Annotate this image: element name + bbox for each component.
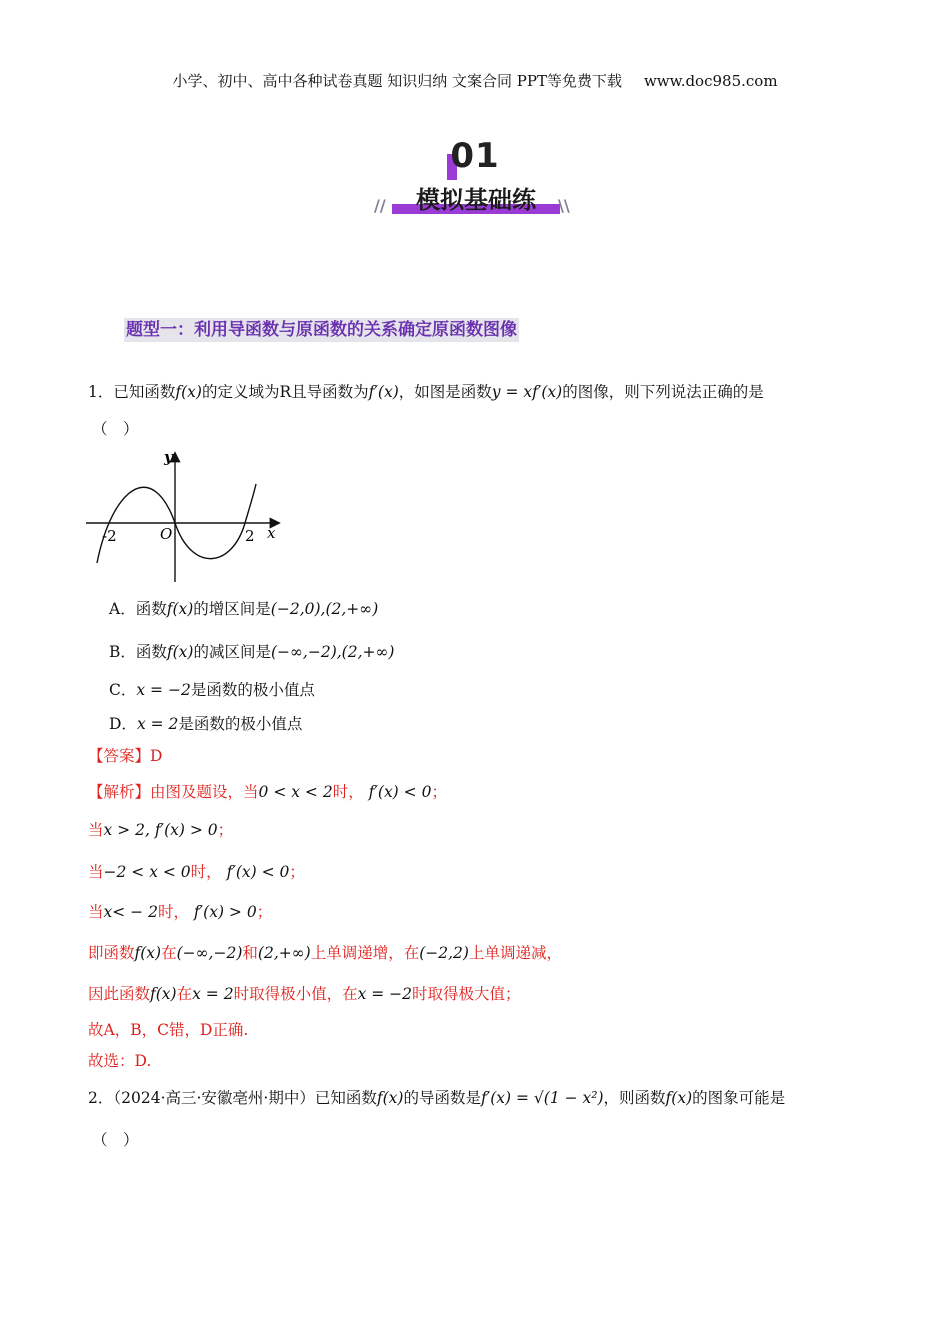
- a6-text-d: 时取得极大值；: [412, 985, 521, 1003]
- a5-math2: (−∞,−2): [176, 944, 243, 962]
- a1-text-c: ；: [431, 783, 447, 801]
- header-tagline: 小学、初中、高中各种试卷真题 知识归纳 文案合同 PPT等免费下载: [172, 72, 622, 90]
- q1-graph: [82, 448, 292, 588]
- opt-d-text: 是函数的极小值点: [178, 715, 303, 733]
- a4-text-a: 当: [88, 903, 104, 921]
- q2-math-fx2: f(x): [665, 1089, 693, 1107]
- q1-analysis-line-4: [88, 901, 272, 923]
- logo-title-band: [392, 188, 560, 214]
- a6-math3: x = −2: [357, 985, 413, 1003]
- q1-option-d[interactable]: [109, 713, 302, 735]
- opt-a-label: A．函数: [109, 600, 167, 618]
- a1-math2: f′(x) < 0: [368, 783, 432, 801]
- q2-blank: （ ）: [92, 1131, 139, 1149]
- q1-option-c[interactable]: [109, 679, 315, 701]
- a1-text-b: 时，: [332, 783, 364, 801]
- opt-a-interval: (−2,0),(2,+∞): [270, 600, 379, 618]
- q1-number: 1．: [88, 383, 114, 401]
- a5-math1: f(x): [134, 944, 162, 962]
- section-number-text: 01: [450, 136, 500, 176]
- q2-text-b: 的导函数是: [403, 1089, 481, 1107]
- a3-text-b: 时，: [190, 863, 222, 881]
- a6-text-c: 时取得极小值，在: [233, 985, 358, 1003]
- a5-math3: (2,+∞): [257, 944, 311, 962]
- q1-analysis-line-2: [88, 819, 233, 841]
- q1-analysis-line-6: [88, 983, 521, 1005]
- a3-text-a: 当: [88, 863, 104, 881]
- a4-text-b: 时，: [157, 903, 189, 921]
- graph-tick-2: 2: [245, 527, 255, 545]
- q2-math-fprime: f′(x) = √(1 − x²): [480, 1089, 604, 1107]
- a6-math1: f(x): [150, 985, 177, 1003]
- q1-blank: （ ）: [92, 420, 139, 438]
- q1-text-d: ，如图是函数: [398, 383, 492, 401]
- a5-text-d: 上单调递增，在: [310, 944, 420, 962]
- opt-c-label: C．: [109, 681, 137, 699]
- a5-text-e: 上单调递减，: [468, 944, 562, 962]
- left-slash-decoration: //: [374, 196, 386, 215]
- q1-stem: [88, 381, 764, 403]
- section-heading: 题型一：利用导函数与原函数的关系确定原函数图像: [126, 320, 517, 340]
- a2-math: x > 2, f′(x) > 0: [103, 821, 218, 839]
- q1-analysis-line-8: 故选：D.: [88, 1052, 152, 1070]
- analysis-label: 【解析】: [88, 783, 151, 801]
- answer-value: D: [150, 747, 163, 765]
- opt-b-label: B．函数: [109, 643, 167, 661]
- a6-text-b: 在: [176, 985, 193, 1003]
- a3-text-c: ；: [289, 863, 305, 881]
- answer-label: 【答案】: [88, 747, 151, 765]
- a5-math4: (−2,2): [419, 944, 469, 962]
- q1-analysis-line-7: 故A，B，C错，D正确.: [88, 1021, 249, 1039]
- graph-ylabel: y: [164, 448, 173, 466]
- opt-d-label: D．: [109, 715, 137, 733]
- a1-text-a: 由图及题设，当: [150, 783, 259, 801]
- q1-analysis-line-1: [88, 781, 447, 803]
- a1-math: 0 < x < 2: [258, 783, 333, 801]
- logo-title: 模拟基础练: [416, 186, 536, 214]
- q2-stem: [88, 1087, 858, 1109]
- a4-text-c: ；: [256, 903, 273, 921]
- q2-text-a: 已知函数: [314, 1089, 377, 1107]
- opt-b-math-fx: f(x): [166, 643, 194, 661]
- a4-math: x< − 2: [103, 903, 158, 921]
- q2-number: 2．: [88, 1089, 114, 1107]
- q1-analysis-line-5: [88, 942, 562, 964]
- a6-text-a: 因此函数: [88, 985, 151, 1003]
- q1-math-y: y = xf′(x): [491, 383, 563, 401]
- q1-text-c: 且导函数为: [291, 383, 369, 401]
- page-header: [0, 70, 950, 91]
- header-url[interactable]: www.doc985.com: [643, 72, 778, 90]
- opt-c-math: x = −2: [136, 681, 191, 699]
- opt-d-math: x = 2: [136, 715, 179, 733]
- q1-option-b[interactable]: [109, 641, 394, 663]
- q1-text-e: 的图像，则下列说法正确的是: [562, 383, 764, 401]
- q2-math-fx: f(x): [376, 1089, 404, 1107]
- opt-a-text: 的增区间是: [193, 600, 271, 618]
- opt-b-interval: (−∞,−2),(2,+∞): [270, 643, 395, 661]
- graph-xlabel: x: [267, 524, 276, 542]
- section-number: [0, 136, 950, 176]
- a5-text-a: 即函数: [88, 944, 135, 962]
- q1-option-a[interactable]: [109, 598, 378, 620]
- q2-source: （2024·高三·安徽亳州·期中）: [113, 1089, 315, 1107]
- opt-a-math-fx: f(x): [166, 600, 194, 618]
- q2-text-c: ，则函数: [603, 1089, 666, 1107]
- q1-math-fx: f(x): [175, 383, 202, 401]
- a2-text-c: ；: [217, 821, 234, 839]
- q1-answer: [88, 745, 162, 767]
- right-slash-decoration: \\: [558, 196, 570, 215]
- opt-c-text: 是函数的极小值点: [190, 681, 315, 699]
- a4-math2: f′(x) > 0: [193, 903, 257, 921]
- a5-text-c: 和: [242, 944, 258, 962]
- graph-tick-neg2: -2: [102, 527, 117, 545]
- q1-math-fpx: f′(x): [368, 383, 399, 401]
- q1-text-a: 已知函数: [113, 383, 176, 401]
- opt-b-text: 的减区间是: [193, 643, 271, 661]
- a3-math2: f′(x) < 0: [226, 863, 290, 881]
- a6-math2: x = 2: [192, 985, 234, 1003]
- a3-math: −2 < x < 0: [103, 863, 191, 881]
- a2-text-a: 当: [88, 821, 104, 839]
- q1-analysis-line-3: [88, 861, 305, 883]
- q1-text-b: 的定义域为: [201, 383, 280, 401]
- q2-text-d: 的图象可能是: [692, 1089, 786, 1107]
- a5-text-b: 在: [161, 944, 177, 962]
- graph-origin: O: [160, 525, 173, 543]
- q1-math-R: R: [279, 383, 292, 401]
